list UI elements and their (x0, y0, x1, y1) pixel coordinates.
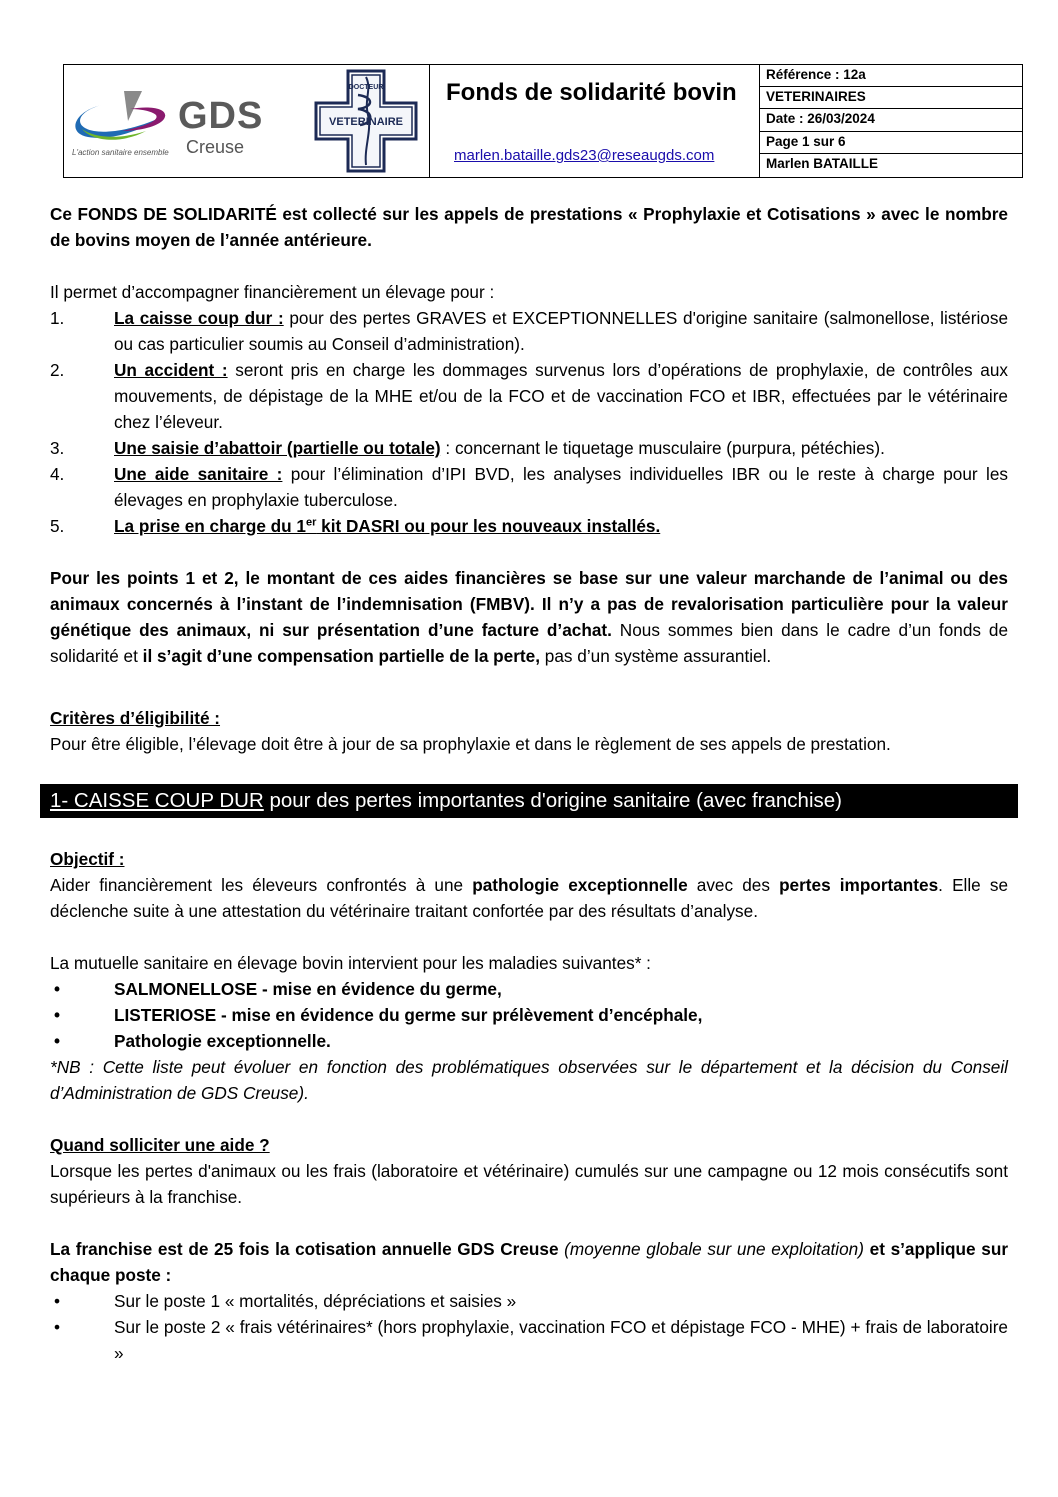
list-item-label: Une saisie d’abattoir (partielle ou totale) (114, 438, 441, 458)
cross-top-text: DOCTEUR (348, 84, 384, 91)
list-number: 2. (50, 360, 65, 380)
title-cell (430, 65, 760, 176)
when-heading: Quand solliciter une aide ? (50, 1135, 270, 1155)
franchise-list (50, 1288, 1008, 1366)
list-item (50, 305, 1008, 357)
franchise-paragraph: La franchise est de 25 fois la cotisation annuelle GDS Creuse (moyenne globale sur une exploitation) et s’applique sur chaque poste : (50, 1239, 1009, 1285)
support-list (50, 305, 1008, 539)
bullet: • (54, 1005, 61, 1025)
list-item-label: Un accident : (114, 360, 228, 380)
bullet: • (54, 979, 61, 999)
creuse-logo-text: Creuse (186, 137, 245, 157)
nb-note: *NB : Cette liste peut évoluer en fonction des problématiques observées sur le département et la décision du Conseil d’Administration de GDS Creuse). (50, 1057, 1008, 1103)
list-item-text: pour des pertes GRAVES et EXCEPTIONNELLES d'origine sanitaire (salmonellose, listériose ou cas particulier soumis au Conseil d’administration). (114, 308, 1008, 354)
list-item (50, 513, 1008, 539)
header-table (63, 64, 1023, 178)
author-name: Marlen BATAILLE (766, 155, 879, 171)
logo-tagline: L'action sanitaire ensemble (72, 148, 169, 157)
list-item-text: seront pris en charge les dommages survenus lors d’opérations de prophylaxie, de contrôles aux mouvements, de dépistage de la MHE et/ou de la FCO et de vaccination FCO et IBR, effectuées par le vétérinaire chez l’éleveur. (114, 360, 1008, 432)
list-number: 5. (50, 516, 65, 536)
objective-text: Aider financièrement les éleveurs confrontés à une pathologie exceptionnelle avec des pertes importantes. Elle se déclenche suite à une attestation du vétérinaire traitant confortée par des résultats d’analyse. (50, 875, 1009, 921)
intro-permits: Il permet d’accompagner financièrement un élevage pour : (50, 282, 495, 302)
cross-label-text: VETERINAIRE (329, 116, 403, 128)
list-item-text: pour l’élimination d’IPI BVD, les analyses individuelles IBR ou le reste à charge pour les élevages en prophylaxie tuberculose. (114, 464, 1008, 510)
list-item-text: : concernant le tiquetage musculaire (purpura, pétéchies). (440, 438, 885, 458)
veterinary-cross-icon (314, 69, 418, 173)
list-item (50, 357, 1008, 435)
list-item-label: La prise en charge du 1er kit DASRI ou pour les nouveaux installés. (114, 516, 661, 536)
list-number: 4. (50, 464, 65, 484)
criteria-text: Pour être éligible, l’élevage doit être à jour de sa prophylaxie et dans le règlement de ses appels de prestation. (50, 734, 891, 754)
bullet: • (54, 1317, 61, 1337)
list-item-label: La caisse coup dur : (114, 308, 284, 328)
department-value: VETERINAIRES (760, 87, 1022, 109)
list-item: • SALMONELLOSE - mise en évidence du germe, (50, 976, 1008, 1002)
section-1-banner: 1- CAISSE COUP DUR pour des pertes importantes d'origine sanitaire (avec franchise) (40, 784, 1018, 818)
mutual-intro: La mutuelle sanitaire en élevage bovin intervient pour les maladies suivantes* : (50, 953, 651, 973)
list-item-label: Une aide sanitaire : (114, 464, 283, 484)
contact-email-link[interactable]: marlen.bataille.gds23@reseaugds.com (454, 147, 715, 164)
reference-cell (760, 65, 1022, 176)
list-item (50, 461, 1008, 513)
list-number: 1. (50, 308, 65, 328)
gds-logo-text: GDS (178, 95, 264, 137)
when-text: Lorsque les pertes d'animaux ou les frais (laboratoire et vétérinaire) cumulés sur une campagne ou 12 mois consécutifs sont supérieurs à la franchise. (50, 1161, 1008, 1207)
document-title: Fonds de solidarité bovin (446, 79, 737, 106)
list-item: • LISTERIOSE - mise en évidence du germe sur prélèvement d’encéphale, (50, 1002, 1008, 1028)
objective-heading: Objectif : (50, 849, 125, 869)
page-number: Page 1 sur 6 (760, 132, 1022, 154)
reference-value: Référence : 12a (760, 65, 1022, 87)
criteria-heading: Critères d’éligibilité : (50, 708, 221, 728)
bullet: • (54, 1291, 61, 1311)
list-item (50, 435, 1008, 461)
list-item: • Sur le poste 1 « mortalités, dépréciations et saisies » (50, 1288, 1008, 1314)
list-item: • Sur le poste 2 « frais vétérinaires* (hors prophylaxie, vaccination FCO et dépistage FCO - MHE) + frais de laboratoire » (50, 1314, 1008, 1366)
points-paragraph: Pour les points 1 et 2, le montant de ces aides financières se base sur une valeur marchande de l’animal ou des animaux concernés à l’instant de l’indemnisation (FMBV). Il n’y a pas de revalorisation particulière pour la valeur génétique des animaux, ni sur présentation d’une facture d’achat. Nous sommes bien dans le cadre d’un fonds de solidarité et il s’agit d’une compensation partielle de la perte, pas d’un système assurantiel. (50, 568, 1009, 666)
list-item: • Pathologie exceptionnelle. (50, 1028, 1008, 1054)
date-value: Date : 26/03/2024 (760, 109, 1022, 131)
disease-list (50, 976, 1008, 1054)
intro-collected: Ce FONDS DE SOLIDARITÉ est collecté sur les appels de prestations « Prophylaxie et Cotisations » avec le nombre de bovins moyen de l’année antérieure. (50, 204, 1008, 250)
bullet: • (54, 1031, 61, 1051)
list-number: 3. (50, 438, 65, 458)
gds-logo-icon (72, 87, 172, 147)
logo-cell (64, 65, 430, 176)
